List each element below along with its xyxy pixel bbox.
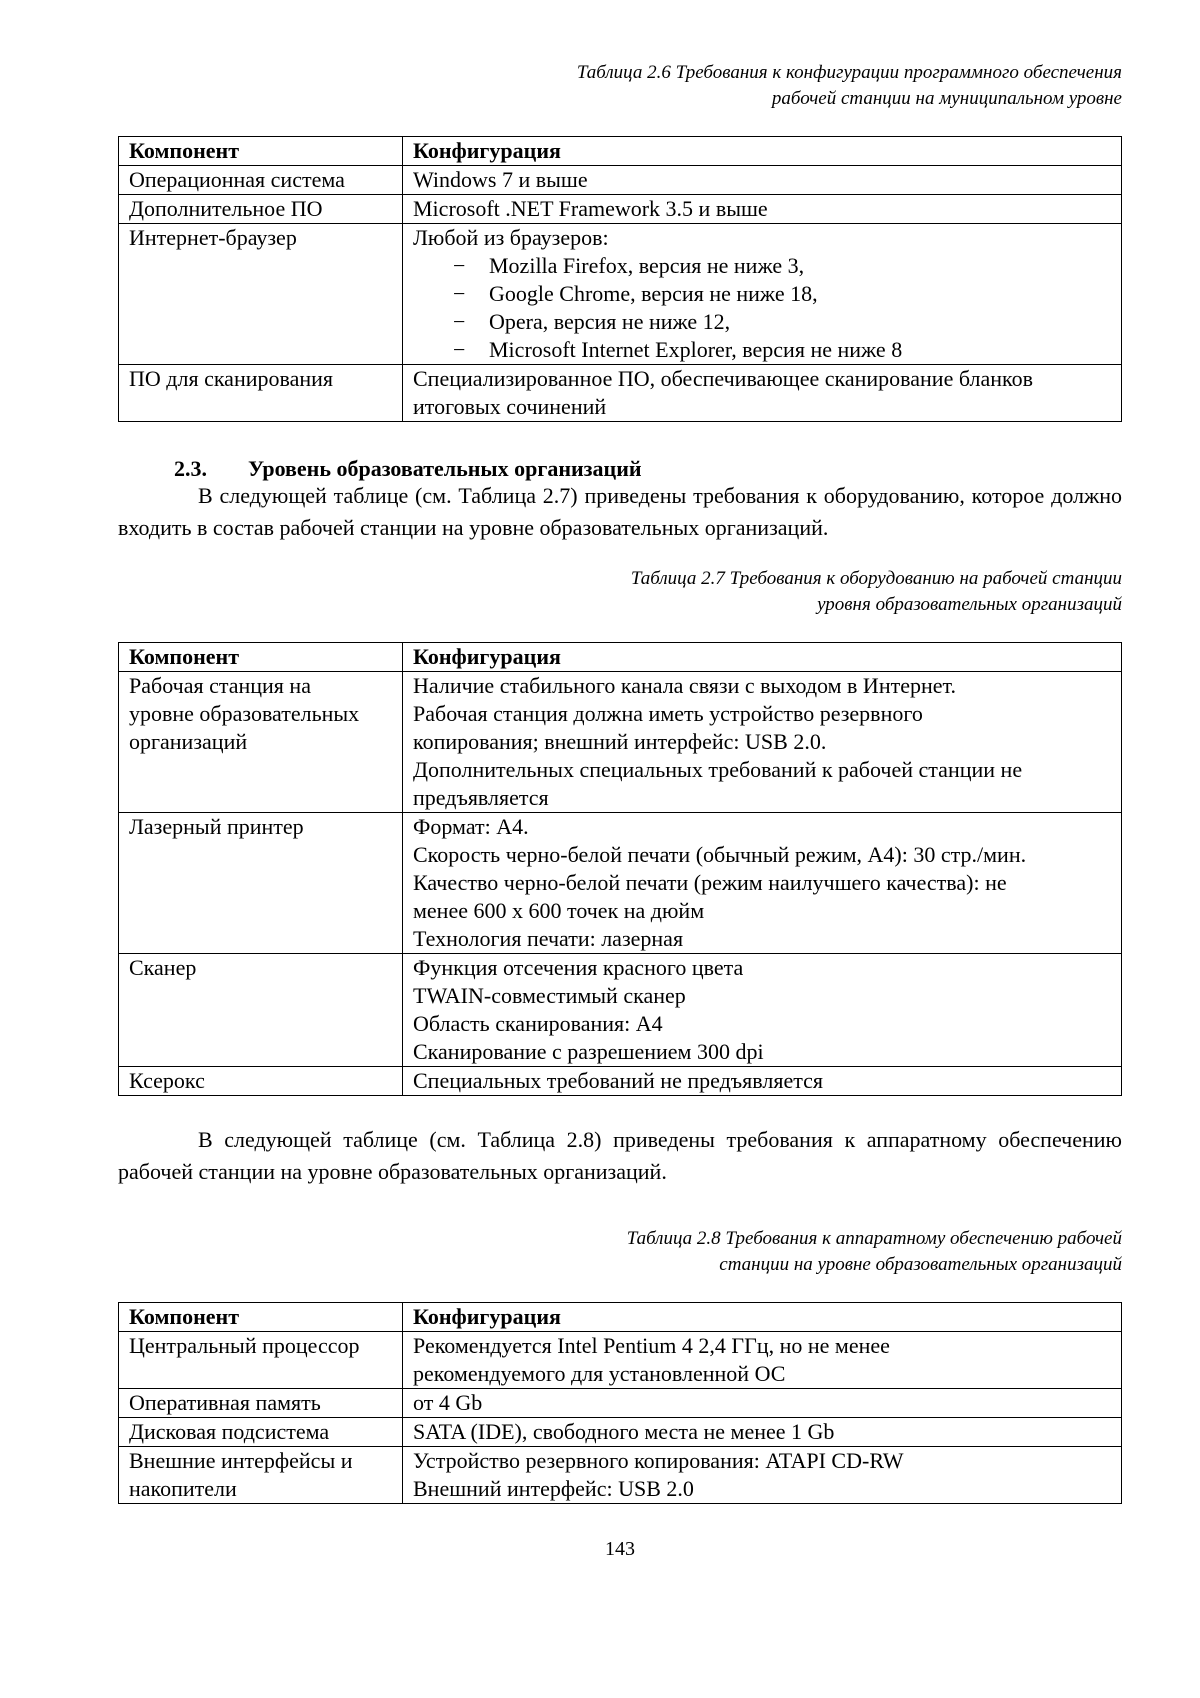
table-row — [119, 1067, 1122, 1096]
table-header-row — [119, 643, 1122, 672]
paragraph: В следующей таблице (см. Таблица 2.8) приведены требования к аппаратному обеспечению рабочей станции на уровне образовательных организаций. — [118, 1127, 1122, 1184]
config-cell: Microsoft .NET Framework 3.5 и выше — [403, 195, 1122, 224]
table-2-8 — [118, 1302, 1122, 1504]
config-line: Специализированное ПО, обеспечивающее сканирование бланков — [413, 366, 1033, 391]
section-heading — [174, 455, 642, 483]
component-cell: Дополнительное ПО — [119, 195, 403, 224]
config-line: Дополнительных специальных требований к рабочей станции не — [413, 757, 1023, 782]
config-cell — [403, 954, 1122, 1067]
table-2-6 — [118, 136, 1122, 422]
config-line: предъявляется — [413, 785, 549, 810]
config-line: итоговых сочинений — [413, 394, 607, 419]
component-cell — [119, 672, 403, 813]
table-row — [119, 1447, 1122, 1504]
config-cell — [403, 1447, 1122, 1504]
caption-line: станции на уровне образовательных организаций — [719, 1254, 1122, 1275]
component-line: организаций — [129, 729, 248, 754]
config-line: Скорость черно-белой печати (обычный режим, А4): 30 стр./мин. — [413, 842, 1027, 867]
config-line: Сканирование с разрешением 300 dpi — [413, 1039, 764, 1064]
config-line: Любой из браузеров: — [413, 225, 609, 250]
caption-line: уровня образовательных организаций — [817, 594, 1122, 615]
config-cell: от 4 Gb — [403, 1389, 1122, 1418]
config-line: Рабочая станция должна иметь устройство резервного — [413, 701, 923, 726]
table-row — [119, 365, 1122, 422]
list-item: − Microsoft Internet Explorer, версия не ниже 8 — [453, 336, 1113, 364]
list-item: − Opera, версия не ниже 12, — [453, 308, 1113, 336]
config-line: Формат: А4. — [413, 814, 529, 839]
config-cell — [403, 813, 1122, 954]
caption-line: Таблица 2.8 Требования к аппаратному обеспечению рабочей — [626, 1228, 1122, 1249]
table-header-row — [119, 137, 1122, 166]
table-row — [119, 1332, 1122, 1389]
table-2-8-caption — [118, 1226, 1122, 1278]
component-cell — [119, 1447, 403, 1504]
header-cell: Компонент — [119, 643, 403, 672]
header-cell: Конфигурация — [403, 1303, 1122, 1332]
config-line: Внешний интерфейс: USB 2.0 — [413, 1476, 694, 1501]
component-cell: Интернет-браузер — [119, 224, 403, 365]
table-row — [119, 954, 1122, 1067]
component-cell: Центральный процессор — [119, 1332, 403, 1389]
component-line: накопители — [129, 1476, 237, 1501]
config-cell — [403, 672, 1122, 813]
config-line: Наличие стабильного канала связи с выходом в Интернет. — [413, 673, 956, 698]
page-number: 143 — [605, 1538, 635, 1560]
component-line: Внешние интерфейсы и — [129, 1448, 353, 1473]
component-cell: Операционная система — [119, 166, 403, 195]
config-cell — [403, 365, 1122, 422]
component-cell: Оперативная память — [119, 1389, 403, 1418]
config-cell: Windows 7 и выше — [403, 166, 1122, 195]
config-line: TWAIN-совместимый сканер — [413, 983, 686, 1008]
config-cell — [403, 1332, 1122, 1389]
browser-list — [413, 252, 1113, 364]
component-line: уровне образовательных — [129, 701, 360, 726]
config-line: рекомендуемого для установленной ОС — [413, 1361, 786, 1386]
config-line: Технология печати: лазерная — [413, 926, 684, 951]
table-row — [119, 1418, 1122, 1447]
table-row — [119, 813, 1122, 954]
config-line: копирования; внешний интерфейс: USB 2.0. — [413, 729, 827, 754]
config-cell: SATA (IDE), свободного места не менее 1 Gb — [403, 1418, 1122, 1447]
section-title: Уровень образовательных организаций — [248, 456, 642, 481]
caption-line: рабочей станции на муниципальном уровне — [771, 88, 1122, 109]
table-2-7 — [118, 642, 1122, 1096]
config-cell — [403, 224, 1122, 365]
component-cell: Лазерный принтер — [119, 813, 403, 954]
config-line: менее 600 x 600 точек на дюйм — [413, 898, 705, 923]
table-row — [119, 166, 1122, 195]
table-row — [119, 224, 1122, 365]
table-header-row — [119, 1303, 1122, 1332]
table-2-6-caption — [118, 60, 1122, 112]
list-item: − Mozilla Firefox, версия не ниже 3, — [453, 252, 1113, 280]
header-cell: Конфигурация — [403, 643, 1122, 672]
table-row — [119, 672, 1122, 813]
component-cell: Дисковая подсистема — [119, 1418, 403, 1447]
config-line: Область сканирования: А4 — [413, 1011, 663, 1036]
component-cell: Сканер — [119, 954, 403, 1067]
paragraph: В следующей таблице (см. Таблица 2.7) приведены требования к оборудованию, которое должно входить в состав рабочей станции на уровне образовательных организаций. — [118, 483, 1122, 540]
config-line: Устройство резервного копирования: ATAPI CD-RW — [413, 1448, 904, 1473]
config-line: Качество черно-белой печати (режим наилучшего качества): не — [413, 870, 1007, 895]
header-cell: Компонент — [119, 1303, 403, 1332]
table-row — [119, 1389, 1122, 1418]
section-number: 2.3. — [174, 456, 207, 481]
header-cell: Компонент — [119, 137, 403, 166]
config-cell: Специальных требований не предъявляется — [403, 1067, 1122, 1096]
table-row — [119, 195, 1122, 224]
header-cell: Конфигурация — [403, 137, 1122, 166]
caption-line: Таблица 2.6 Требования к конфигурации программного обеспечения — [576, 62, 1122, 83]
config-line: Функция отсечения красного цвета — [413, 955, 744, 980]
list-item: − Google Chrome, версия не ниже 18, — [453, 280, 1113, 308]
config-line: Рекомендуется Intel Pentium 4 2,4 ГГц, но не менее — [413, 1333, 890, 1358]
table-2-7-caption — [118, 566, 1122, 618]
caption-line: Таблица 2.7 Требования к оборудованию на рабочей станции — [630, 568, 1122, 589]
component-cell: Ксерокс — [119, 1067, 403, 1096]
component-cell: ПО для сканирования — [119, 365, 403, 422]
component-line: Рабочая станция на — [129, 673, 311, 698]
